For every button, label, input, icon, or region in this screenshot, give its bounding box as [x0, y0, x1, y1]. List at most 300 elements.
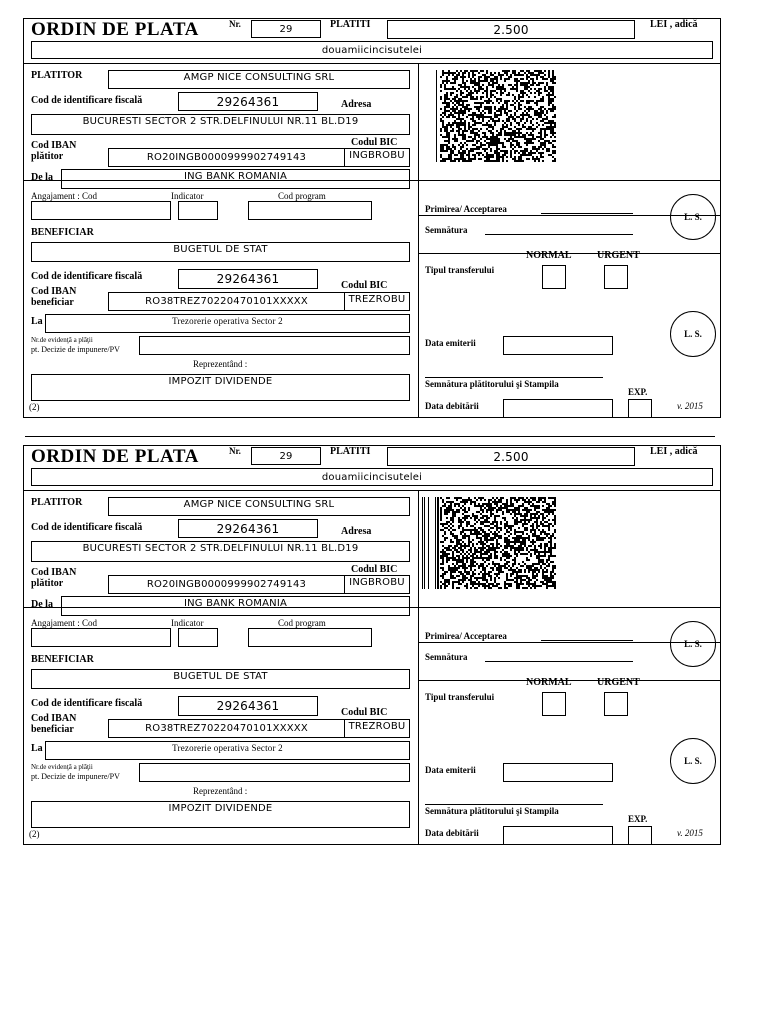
indicator-field[interactable] — [178, 201, 218, 220]
barcode-module — [538, 569, 540, 571]
semnatura-platitor-line[interactable] — [425, 804, 603, 805]
barcode-module — [450, 573, 452, 575]
barcode-module — [530, 150, 532, 152]
barcode-module — [454, 72, 456, 74]
semnatura-label: Semnătura — [425, 225, 468, 235]
barcode-module — [444, 88, 446, 90]
barcode-module — [536, 551, 538, 553]
barcode-module — [554, 116, 556, 118]
barcode-module — [544, 78, 546, 80]
barcode-module — [504, 583, 506, 585]
barcode-module — [452, 150, 454, 152]
reprezentand-field[interactable]: IMPOZIT DIVIDENDE — [31, 374, 410, 401]
barcode-module — [522, 553, 524, 555]
barcode-module — [548, 513, 550, 515]
barcode-module — [502, 553, 504, 555]
barcode-module — [530, 122, 532, 124]
barcode-module — [548, 565, 550, 567]
barcode-module — [468, 108, 470, 110]
barcode-module — [454, 148, 456, 150]
barcode-module — [470, 94, 472, 96]
barcode-module — [486, 88, 488, 90]
barcode-module — [452, 138, 454, 140]
barcode-module — [468, 154, 470, 156]
barcode-module — [552, 82, 554, 84]
barcode-module — [542, 501, 544, 503]
barcode-module — [492, 86, 494, 88]
barcode-module — [510, 152, 512, 154]
barcode-module — [518, 144, 520, 146]
barcode-module — [510, 533, 512, 535]
adresa-field[interactable]: BUCURESTI SECTOR 2 STR.DELFINULUI NR.11 BL.D19 — [31, 541, 410, 562]
amount-words-field[interactable]: douamiicincisutelei — [31, 41, 713, 59]
barcode-module — [516, 553, 518, 555]
barcode-module — [546, 148, 548, 150]
barcode-module — [542, 575, 544, 577]
barcode-module — [458, 557, 460, 559]
barcode-module — [478, 583, 480, 585]
barcode-module — [534, 505, 536, 507]
urgent-checkbox[interactable] — [604, 692, 628, 716]
barcode-module — [540, 531, 542, 533]
barcode-module — [444, 86, 446, 88]
cif-beneficiar-field[interactable]: 29264361 — [178, 696, 318, 716]
barcode-module — [528, 577, 530, 579]
barcode-module — [494, 531, 496, 533]
barcode-module — [532, 575, 534, 577]
barcode-module — [480, 106, 482, 108]
barcode-module — [450, 531, 452, 533]
barcode-module — [454, 134, 456, 136]
platitor-field[interactable]: AMGP NICE CONSULTING SRL — [108, 70, 410, 89]
barcode-module — [506, 561, 508, 563]
barcode-module — [472, 154, 474, 156]
barcode-module — [470, 583, 472, 585]
barcode-module — [526, 128, 528, 130]
barcode-module — [496, 140, 498, 142]
barcode-module — [530, 142, 532, 144]
barcode-module — [510, 138, 512, 140]
reprezentand-field[interactable]: IMPOZIT DIVIDENDE — [31, 801, 410, 828]
barcode-module — [460, 501, 462, 503]
barcode-module — [524, 126, 526, 128]
barcode-module — [450, 577, 452, 579]
barcode-module — [490, 531, 492, 533]
barcode-module — [496, 154, 498, 156]
barcode-module — [488, 557, 490, 559]
barcode-module — [484, 531, 486, 533]
barcode-module — [524, 84, 526, 86]
barcode-module — [534, 529, 536, 531]
nr-evidenta-field[interactable] — [139, 763, 410, 782]
barcode-module — [506, 501, 508, 503]
barcode-module — [522, 92, 524, 94]
barcode-module — [526, 84, 528, 86]
barcode-module — [522, 565, 524, 567]
barcode-module — [492, 138, 494, 140]
barcode-module — [534, 114, 536, 116]
barcode-module — [516, 581, 518, 583]
barcode-module — [472, 583, 474, 585]
barcode-module — [444, 102, 446, 104]
cod-program-field[interactable] — [248, 628, 372, 647]
ls-stamp-circle-2: L. S. — [670, 738, 716, 784]
barcode-module — [468, 497, 470, 499]
nr-field[interactable]: 29 — [251, 20, 321, 38]
barcode-module — [496, 523, 498, 525]
barcode-module — [464, 537, 466, 539]
barcode-module — [546, 128, 548, 130]
barcode-module — [460, 76, 462, 78]
barcode-module — [500, 132, 502, 134]
barcode-module — [514, 140, 516, 142]
barcode-bar — [437, 497, 439, 589]
barcode-module — [482, 154, 484, 156]
barcode-module — [446, 559, 448, 561]
barcode-module — [552, 150, 554, 152]
barcode-module — [532, 505, 534, 507]
beneficiar-field[interactable]: BUGETUL DE STAT — [31, 669, 410, 689]
nr-evidenta-field[interactable] — [139, 336, 410, 355]
barcode-module — [552, 535, 554, 537]
barcode-module — [528, 140, 530, 142]
barcode-module — [526, 88, 528, 90]
beneficiar-field[interactable]: BUGETUL DE STAT — [31, 242, 410, 262]
cif-beneficiar-field[interactable]: 29264361 — [178, 269, 318, 289]
barcode-module — [534, 509, 536, 511]
barcode-module — [510, 110, 512, 112]
barcode-module — [538, 90, 540, 92]
cif-field[interactable]: 29264361 — [178, 519, 318, 538]
adresa-field[interactable]: BUCURESTI SECTOR 2 STR.DELFINULUI NR.11 BL.D19 — [31, 114, 410, 135]
barcode-module — [452, 525, 454, 527]
exp-field[interactable] — [628, 826, 652, 845]
barcode-module — [452, 567, 454, 569]
barcode-module — [466, 106, 468, 108]
barcode-module — [464, 122, 466, 124]
barcode-module — [472, 158, 474, 160]
amount-field[interactable]: 2.500 — [387, 447, 635, 466]
barcode-module — [490, 513, 492, 515]
barcode-module — [514, 551, 516, 553]
barcode-module — [468, 573, 470, 575]
barcode-module — [536, 78, 538, 80]
barcode-module — [526, 100, 528, 102]
barcode-module — [516, 567, 518, 569]
barcode-module — [516, 88, 518, 90]
barcode-module — [532, 78, 534, 80]
barcode-module — [532, 539, 534, 541]
barcode-module — [482, 549, 484, 551]
banca-platitor-field[interactable]: ING BANK ROMANIA — [61, 596, 410, 616]
bic-beneficiar-field[interactable]: TREZROBU — [344, 719, 410, 738]
barcode-module — [460, 86, 462, 88]
barcode-module — [516, 78, 518, 80]
barcode-module — [520, 104, 522, 106]
barcode-module — [448, 529, 450, 531]
barcode-module — [464, 136, 466, 138]
barcode-module — [530, 92, 532, 94]
barcode-module — [456, 551, 458, 553]
banca-platitor-field[interactable]: ING BANK ROMANIA — [61, 169, 410, 189]
barcode-module — [548, 579, 550, 581]
barcode-module — [480, 98, 482, 100]
semnatura-line[interactable] — [485, 661, 633, 662]
exp-field[interactable] — [628, 399, 652, 418]
barcode-module — [536, 507, 538, 509]
cod-angajament-field[interactable] — [31, 628, 171, 647]
barcode-module — [458, 505, 460, 507]
barcode-module — [538, 140, 540, 142]
barcode-module — [526, 150, 528, 152]
barcode-module — [480, 553, 482, 555]
barcode-module — [516, 555, 518, 557]
cod-program-field[interactable] — [248, 201, 372, 220]
barcode-module — [440, 128, 442, 130]
barcode-module — [482, 511, 484, 513]
barcode-module — [446, 88, 448, 90]
barcode-module — [484, 533, 486, 535]
normal-label: NORMAL — [526, 250, 572, 261]
barcode-module — [518, 505, 520, 507]
barcode-module — [476, 108, 478, 110]
barcode-module — [482, 557, 484, 559]
barcode-module — [552, 90, 554, 92]
barcode-module — [552, 525, 554, 527]
barcode-module — [516, 136, 518, 138]
barcode-module — [508, 541, 510, 543]
barcode-module — [484, 585, 486, 587]
barcode-module — [512, 104, 514, 106]
semnatura-platitor-line[interactable] — [425, 377, 603, 378]
barcode-module — [462, 561, 464, 563]
cod-program-label: Cod program — [278, 618, 326, 628]
barcode-module — [542, 148, 544, 150]
barcode-module — [462, 541, 464, 543]
barcode-module — [530, 555, 532, 557]
bic-beneficiar-label: Codul BIC — [341, 280, 388, 291]
barcode-module — [522, 531, 524, 533]
barcode-module — [482, 84, 484, 86]
barcode-module — [536, 523, 538, 525]
barcode-module — [498, 535, 500, 537]
amount-field[interactable]: 2.500 — [387, 20, 635, 39]
barcode-module — [460, 549, 462, 551]
barcode-module — [470, 90, 472, 92]
barcode-module — [550, 142, 552, 144]
barcode-module — [446, 517, 448, 519]
barcode-module — [522, 505, 524, 507]
barcode-module — [514, 132, 516, 134]
normal-checkbox[interactable] — [542, 265, 566, 289]
barcode-module — [440, 130, 442, 132]
barcode-module — [500, 557, 502, 559]
barcode-module — [474, 128, 476, 130]
barcode-module — [498, 543, 500, 545]
barcode-module — [544, 144, 546, 146]
primirea-line[interactable] — [541, 213, 633, 214]
barcode-module — [518, 587, 520, 589]
iban-beneficiar-field[interactable]: RO38TREZ70220470101XXXXX — [108, 719, 345, 738]
barcode-module — [532, 525, 534, 527]
normal-checkbox[interactable] — [542, 692, 566, 716]
barcode-module — [544, 543, 546, 545]
iban-platitor-field[interactable]: RO20INGB0000999902749143 — [108, 575, 345, 594]
barcode-module — [476, 142, 478, 144]
barcode-module — [458, 555, 460, 557]
barcode-module — [456, 96, 458, 98]
barcode-module — [552, 98, 554, 100]
barcode-module — [548, 581, 550, 583]
barcode-module — [546, 82, 548, 84]
barcode-module — [462, 82, 464, 84]
barcode-module — [492, 497, 494, 499]
barcode-module — [508, 543, 510, 545]
version-label: v. 2015 — [677, 828, 703, 838]
primirea-line[interactable] — [541, 640, 633, 641]
barcode-module — [476, 557, 478, 559]
barcode-module — [500, 507, 502, 509]
banca-beneficiar-field[interactable]: Trezorerie operativa Sector 2 — [45, 314, 410, 333]
bic-label: Codul BIC — [351, 564, 398, 575]
barcode-module — [546, 84, 548, 86]
barcode-module — [508, 118, 510, 120]
barcode-module — [506, 108, 508, 110]
barcode-module — [530, 545, 532, 547]
barcode-module — [478, 533, 480, 535]
barcode-module — [538, 108, 540, 110]
barcode-module — [466, 100, 468, 102]
barcode-bar — [428, 497, 429, 589]
barcode-module — [496, 86, 498, 88]
bic-platitor-field[interactable]: INGBROBU — [344, 148, 410, 167]
barcode-module — [524, 587, 526, 589]
barcode-module — [456, 138, 458, 140]
barcode-module — [508, 132, 510, 134]
barcode-module — [444, 579, 446, 581]
data-emiterii-field[interactable] — [503, 336, 613, 355]
barcode-module — [448, 80, 450, 82]
barcode-module — [482, 509, 484, 511]
barcode-module — [506, 78, 508, 80]
barcode-module — [538, 100, 540, 102]
barcode-module — [500, 535, 502, 537]
barcode-module — [496, 515, 498, 517]
barcode-module — [526, 515, 528, 517]
barcode-module — [494, 585, 496, 587]
barcode-module — [552, 70, 554, 72]
barcode-module — [508, 527, 510, 529]
barcode-module — [458, 579, 460, 581]
data-debitarii-field[interactable] — [503, 826, 613, 845]
barcode-module — [522, 154, 524, 156]
barcode-module — [482, 535, 484, 537]
barcode-module — [516, 86, 518, 88]
barcode-module — [522, 70, 524, 72]
barcode-module — [498, 537, 500, 539]
barcode-module — [490, 80, 492, 82]
barcode-module — [494, 565, 496, 567]
barcode-module — [490, 112, 492, 114]
barcode-module — [514, 521, 516, 523]
barcode-module — [506, 547, 508, 549]
barcode-module — [472, 72, 474, 74]
barcode-module — [452, 511, 454, 513]
nr-field[interactable]: 29 — [251, 447, 321, 465]
barcode-module — [518, 535, 520, 537]
barcode-module — [510, 124, 512, 126]
barcode-module — [452, 122, 454, 124]
barcode-module — [458, 503, 460, 505]
iban-beneficiar-field[interactable]: RO38TREZ70220470101XXXXX — [108, 292, 345, 311]
platitor-field[interactable]: AMGP NICE CONSULTING SRL — [108, 497, 410, 516]
barcode-module — [546, 561, 548, 563]
barcode-module — [516, 80, 518, 82]
barcode-module — [440, 120, 442, 122]
barcode-module — [518, 104, 520, 106]
barcode-module — [476, 549, 478, 551]
banca-beneficiar-field[interactable]: Trezorerie operativa Sector 2 — [45, 741, 410, 760]
barcode-module — [478, 82, 480, 84]
barcode-module — [478, 505, 480, 507]
cod-angajament-field[interactable] — [31, 201, 171, 220]
bic-beneficiar-field[interactable]: TREZROBU — [344, 292, 410, 311]
barcode-module — [462, 114, 464, 116]
barcode-module — [484, 132, 486, 134]
barcode-module — [546, 565, 548, 567]
barcode-module — [528, 102, 530, 104]
barcode-module — [502, 160, 504, 162]
barcode-module — [496, 503, 498, 505]
cif-field[interactable]: 29264361 — [178, 92, 318, 111]
barcode-module — [500, 76, 502, 78]
barcode-module — [514, 120, 516, 122]
barcode-module — [472, 553, 474, 555]
urgent-checkbox[interactable] — [604, 265, 628, 289]
data-debitarii-field[interactable] — [503, 399, 613, 418]
indicator-field[interactable] — [178, 628, 218, 647]
barcode-module — [518, 128, 520, 130]
iban-beneficiar-label-2: beneficiar — [31, 724, 74, 735]
barcode-module — [516, 128, 518, 130]
barcode-module — [500, 551, 502, 553]
barcode-module — [542, 517, 544, 519]
barcode-module — [534, 96, 536, 98]
barcode-module — [552, 74, 554, 76]
iban-platitor-field[interactable]: RO20INGB0000999902749143 — [108, 148, 345, 167]
barcode-module — [474, 134, 476, 136]
barcode-module — [466, 499, 468, 501]
data-emiterii-field[interactable] — [503, 763, 613, 782]
semnatura-line[interactable] — [485, 234, 633, 235]
amount-words-field[interactable]: douamiicincisutelei — [31, 468, 713, 486]
barcode-module — [520, 579, 522, 581]
barcode-module — [478, 547, 480, 549]
barcode-module — [450, 557, 452, 559]
barcode-module — [550, 80, 552, 82]
barcode-module — [490, 108, 492, 110]
barcode-module — [480, 543, 482, 545]
barcode-module — [518, 527, 520, 529]
barcode-module — [550, 523, 552, 525]
barcode-module — [472, 70, 474, 72]
barcode-module — [504, 517, 506, 519]
barcode-module — [506, 120, 508, 122]
barcode-module — [496, 529, 498, 531]
barcode-module — [488, 533, 490, 535]
barcode-module — [554, 96, 556, 98]
bic-platitor-field[interactable]: INGBROBU — [344, 575, 410, 594]
